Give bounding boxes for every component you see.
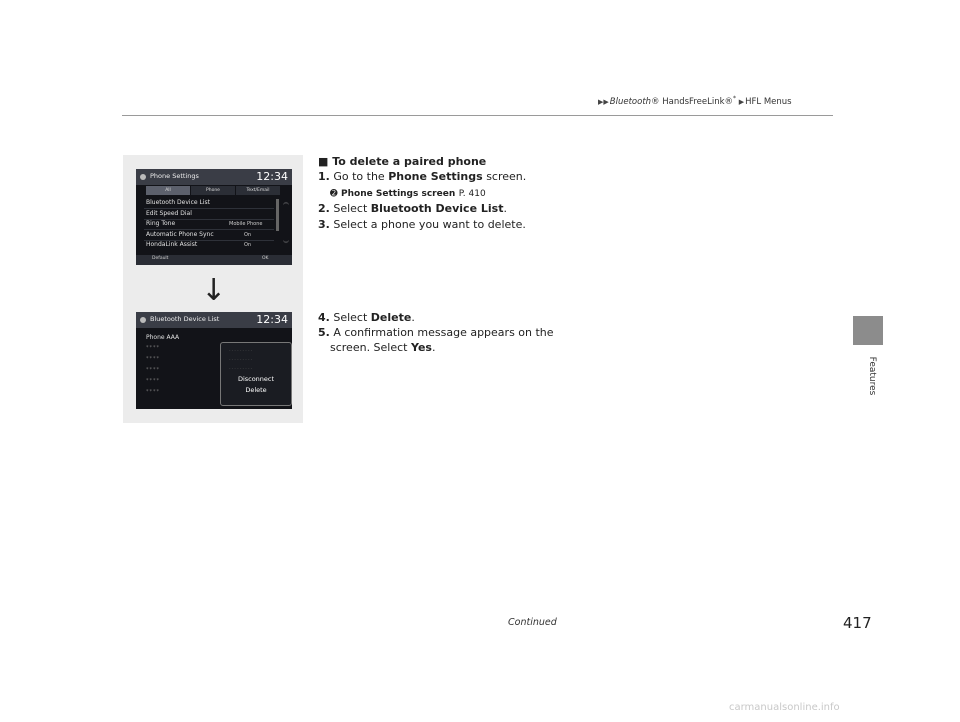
continued-label: Continued	[508, 617, 557, 628]
step-4: 4. Select Delete.	[318, 311, 415, 324]
masked-device: ****	[146, 389, 160, 395]
menu-item-automatic-phone-sync: Automatic Phone Sync	[146, 231, 214, 238]
menu-item-ring-tone: Ring Tone	[146, 220, 176, 227]
double-chevron-up-icon: ︽	[283, 199, 290, 206]
screen-title: Bluetooth Device List	[150, 315, 220, 323]
step-1: 1. Go to the Phone Settings screen.	[318, 170, 527, 183]
double-chevron-down-icon: ︾	[283, 241, 290, 248]
menu-value-ring-tone: Mobile Phone	[229, 221, 263, 227]
section-heading: ■ To delete a paired phone	[318, 155, 487, 168]
breadcrumb-star: *	[733, 95, 737, 102]
breadcrumb-handsfreelink: ® HandsFreeLink®	[651, 96, 734, 107]
section-tab-label: Features	[867, 356, 877, 396]
bluetooth-device-list-screenshot	[136, 312, 292, 409]
menu-value-hondalink-assist: On	[244, 242, 252, 248]
phone-settings-screenshot	[136, 169, 292, 265]
step-5: 5. A confirmation message appears on the	[318, 326, 554, 339]
masked-device: ****	[146, 345, 160, 351]
masked-device: ****	[146, 367, 160, 373]
tab-text-email: Text/Email	[236, 186, 280, 195]
disconnect-option: Disconnect	[237, 375, 275, 383]
menu-item-hondalink-assist: HondaLink Assist	[146, 241, 198, 248]
screen-tabs	[146, 186, 280, 195]
page-number: 417	[843, 614, 872, 632]
tab-all: All	[146, 186, 190, 195]
section-tab-marker	[853, 316, 883, 345]
screen-title: Phone Settings	[150, 172, 199, 180]
breadcrumb-bluetooth: Bluetooth	[609, 96, 652, 107]
faint-line: - - - - - - - - -	[229, 348, 253, 353]
square-bullet-icon: ■	[318, 155, 329, 168]
screen-clock: 12:34	[256, 170, 288, 183]
step-3: 3. Select a phone you want to delete.	[318, 218, 526, 231]
step-2: 2. Select Bluetooth Device List.	[318, 202, 507, 215]
masked-device: ****	[146, 356, 160, 362]
screen-footer	[136, 255, 292, 265]
breadcrumb-hfl-menus: HFL Menus	[745, 96, 792, 107]
tab-phone: Phone	[191, 186, 235, 195]
menu-item-bluetooth-device-list: Bluetooth Device List	[146, 199, 210, 206]
phone-icon	[140, 174, 146, 180]
screen-title-bar	[136, 169, 292, 185]
screen-clock: 12:34	[256, 313, 288, 326]
phone-icon	[140, 317, 146, 323]
header-rule	[122, 115, 833, 116]
screen-title-bar	[136, 312, 292, 328]
reference-arrow-icon: ➋	[330, 189, 338, 199]
phone-name: Phone AAA	[146, 334, 180, 341]
triangle-right-icon: ▶	[738, 97, 745, 106]
cross-reference: ➋ Phone Settings screen P. 410	[330, 189, 486, 199]
arrow-down-icon: ↓	[201, 273, 227, 308]
triangle-right-icon: ▶▶	[598, 97, 609, 106]
delete-option: Delete	[245, 386, 267, 394]
footer-default: Default	[152, 256, 169, 261]
faint-line: - - - - - - - - -	[229, 366, 253, 371]
step-5-continued: screen. Select Yes.	[330, 341, 436, 354]
watermark: carmanualsonline.info	[729, 702, 840, 713]
row-divider	[144, 208, 274, 209]
scrollbar	[276, 199, 279, 231]
footer-ok: OK	[262, 256, 269, 261]
row-divider	[144, 229, 274, 230]
breadcrumb	[598, 95, 792, 107]
menu-item-edit-speed-dial: Edit Speed Dial	[146, 210, 192, 217]
faint-line: - - - - - - - - -	[229, 357, 253, 362]
menu-value-automatic-phone-sync: On	[244, 232, 252, 238]
masked-device: ****	[146, 378, 160, 384]
device-options-popup	[220, 342, 292, 406]
